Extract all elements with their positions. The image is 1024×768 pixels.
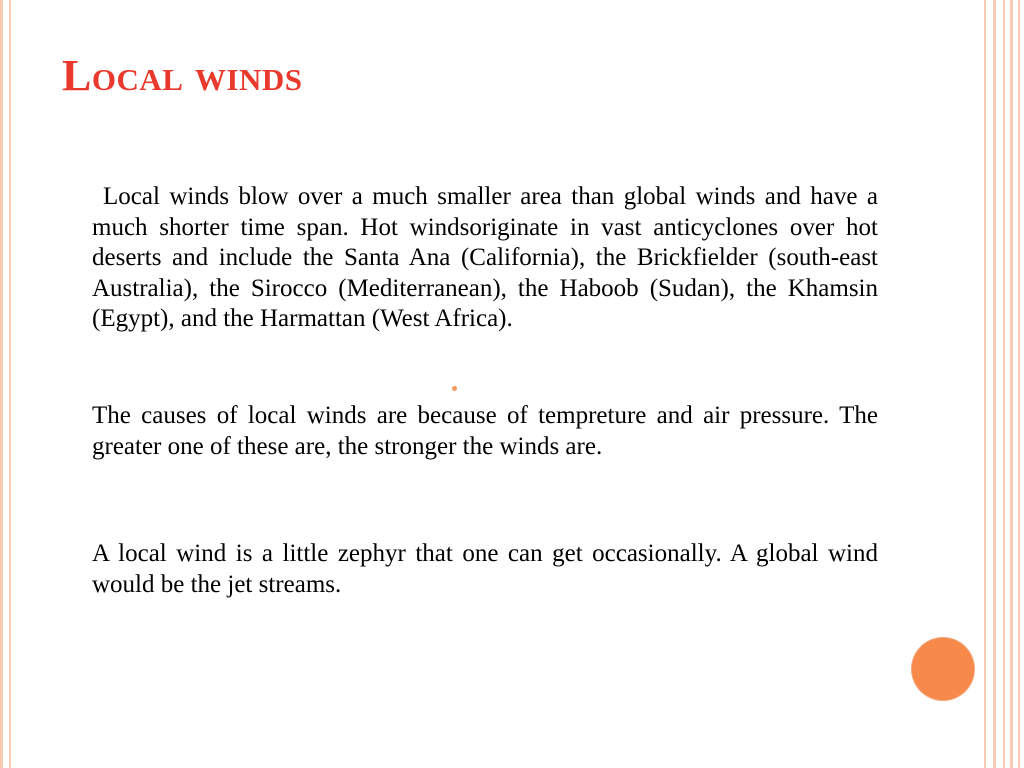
right-border-line bbox=[1003, 0, 1005, 768]
decorative-orb-icon bbox=[912, 638, 974, 700]
paragraph-causes: The causes of local winds are because of tempreture and air pressure. The greater one of these are, the stronger the winds are. bbox=[92, 402, 878, 460]
slide-title: Local winds bbox=[62, 51, 303, 100]
paragraph-comparison: A local wind is a little zephyr that one can get occasionally. A global wind would be the jet streams. bbox=[92, 540, 878, 598]
left-border-line bbox=[9, 0, 11, 768]
right-border-line bbox=[1018, 0, 1020, 768]
paragraph-local-winds-definition: Local winds blow over a much smaller area than global winds and have a much shorter time span. Hot windsoriginate in vast anticyclones over hot deserts and include the Santa Ana (California), the Brickfielder (south-east Australia), the Sirocco (Mediterranean), the Haboob (Sudan), the Khamsin (Egypt), and the Harmattan (West Africa). bbox=[92, 183, 878, 332]
right-border-line bbox=[993, 0, 996, 768]
bullet-dot-icon bbox=[452, 386, 457, 391]
right-border-line bbox=[1010, 0, 1013, 768]
right-border-line bbox=[984, 0, 986, 768]
left-border-line bbox=[0, 0, 3, 768]
